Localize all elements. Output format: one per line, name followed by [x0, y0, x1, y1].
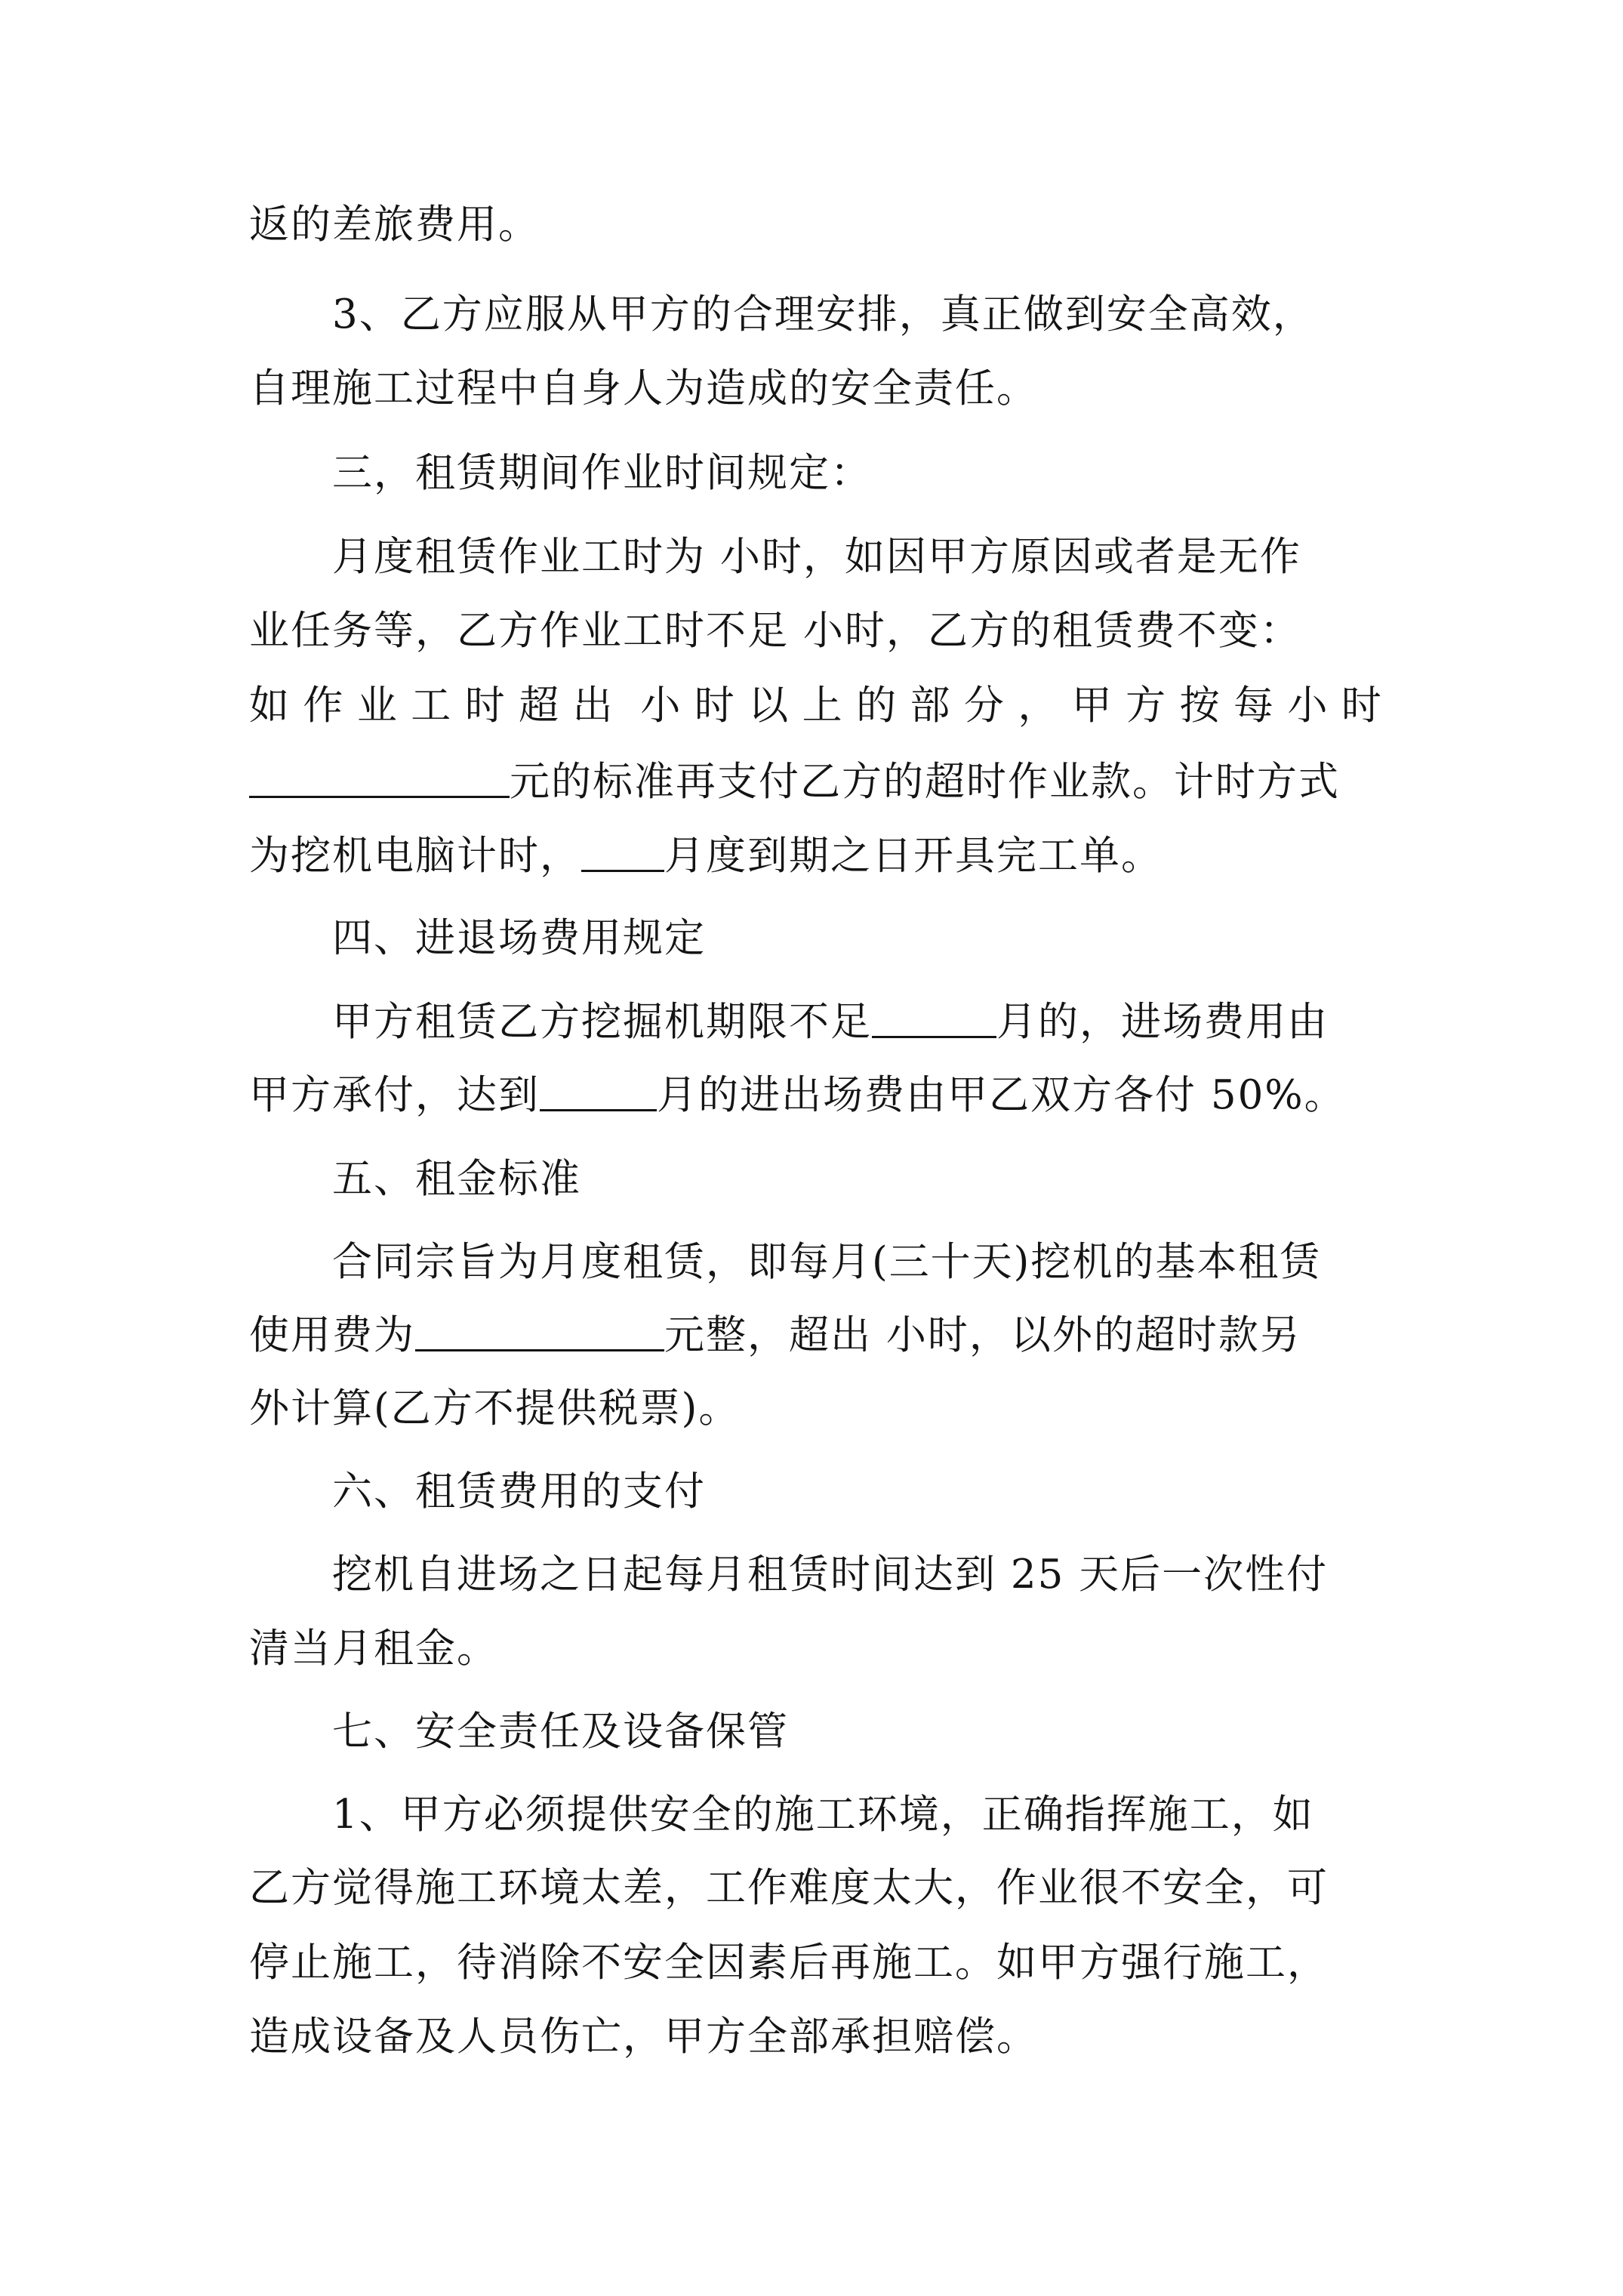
text-line: 甲方租赁乙方挖掘机期限不足 月的，进场费用由	[332, 992, 1329, 1052]
text-line: 挖机自进场之日起每月租赁时间达到 25 天后一次性付	[332, 1552, 1329, 1598]
section-heading-5: 五、租金标准	[332, 1156, 581, 1202]
section-heading-6: 六、租赁费用的支付	[332, 1469, 706, 1515]
section-heading-7: 七、安全责任及设备保管	[332, 1709, 789, 1755]
text-line: 停止施工，待消除不安全因素后再施工。如甲方强行施工，	[249, 1940, 1329, 1986]
text-line: 乙方觉得施工环境太差，工作难度太大，作业很不安全，可	[249, 1865, 1329, 1911]
text-line: 为挖机电脑计时， 月度到期之日开具完工单。	[249, 826, 1163, 886]
text-line: 造成设备及人员伤亡，甲方全部承担赔偿。	[249, 2014, 1038, 2060]
fill-blank	[872, 992, 996, 1038]
fill-blank	[581, 826, 664, 872]
fill-blank	[540, 1065, 657, 1111]
text-line: 自理施工过程中自身人为造成的安全责任。	[249, 365, 1038, 411]
clause-3: 3、乙方应服从甲方的合理安排，真正做到安全高效，	[332, 291, 1314, 337]
text-line: 返的差旅费用。	[249, 202, 540, 248]
section-heading-4: 四、进退场费用规定	[332, 915, 706, 961]
text-line: 甲方承付，达到 月的进出场费由甲乙双方各付 50%。	[249, 1065, 1346, 1126]
clause-1: 1、甲方必须提供安全的施工环境，正确指挥施工，如	[332, 1792, 1314, 1838]
fill-blank	[415, 1305, 664, 1351]
text-line: 使用费为 元整，超出 小时，以外的超时款另	[249, 1305, 1301, 1366]
text-line: 合同宗旨为月度租赁，即每月(三十天)挖机的基本租赁	[332, 1239, 1322, 1285]
section-heading-3: 三，租赁期间作业时间规定：	[332, 450, 872, 496]
text-line: 元的标准再支付乙方的超时作业款。计时方式	[249, 752, 1340, 812]
text-line: 外计算(乙方不提供税票)。	[249, 1385, 741, 1432]
text-line: 清当月租金。	[249, 1626, 498, 1672]
text-line-justified: 如 作 业 工 时 超 出 小 时 以 上 的 部 分 ， 甲 方 按 每 小 时	[249, 683, 1381, 729]
fill-blank	[249, 752, 510, 798]
text-line: 月度租赁作业工时为 小时，如因甲方原因或者是无作	[332, 534, 1301, 580]
text-line: 业任务等，乙方作业工时不足 小时，乙方的租赁费不变：	[249, 608, 1301, 654]
